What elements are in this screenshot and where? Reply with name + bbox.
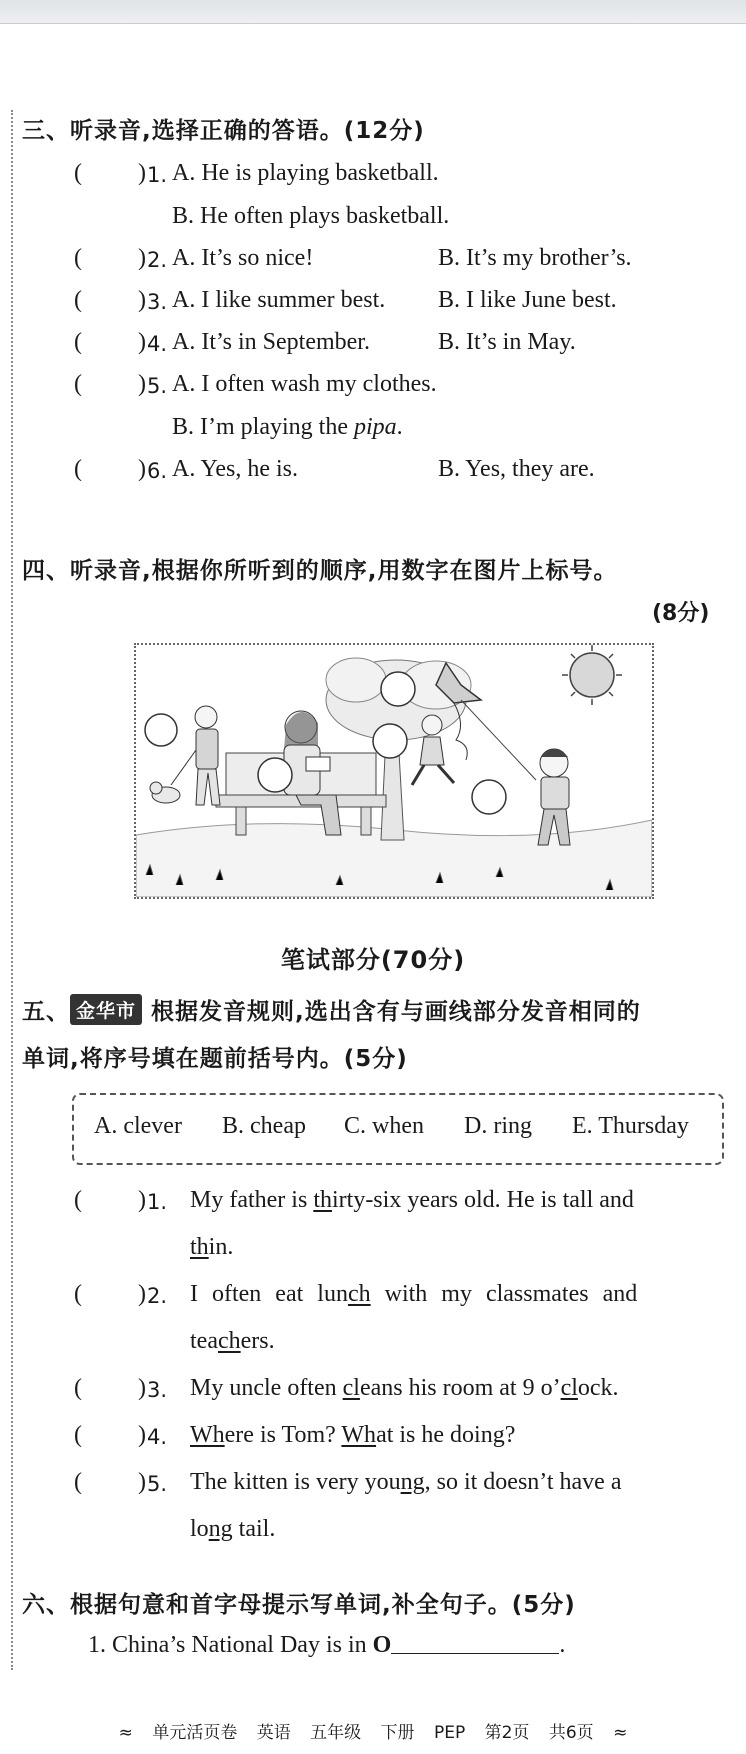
answer-circle: [472, 780, 506, 814]
answer-bracket[interactable]: (: [74, 371, 82, 397]
answer-bracket[interactable]: (: [74, 160, 82, 186]
word-option: E. Thursday: [572, 1113, 689, 1139]
answer-circle: [258, 758, 292, 792]
question-text: Where is Tom? What is he doing?: [190, 1422, 516, 1448]
question-text-cont: teachers.: [190, 1328, 275, 1354]
answer-circle: [381, 672, 415, 706]
answer-bracket[interactable]: (: [74, 329, 82, 355]
page-footer: ≈ 单元活页卷 英语 五年级 下册 PEP 第2页 共6页 ≈: [118, 1723, 628, 1743]
question-number: 6.: [147, 459, 168, 483]
section-6-heading: 六、根据句意和首字母提示写单词,补全句子。(5分): [22, 1592, 576, 1618]
answer-bracket[interactable]: (: [74, 245, 82, 271]
question-number: 3.: [147, 1378, 168, 1402]
option-a: A. I like summer best.: [172, 287, 386, 313]
question-text: My uncle often cleans his room at 9 o’clock.: [190, 1375, 619, 1401]
written-part-title: 笔试部分(70分): [280, 946, 466, 974]
option-b: B. I like June best.: [438, 287, 617, 313]
section-5-heading-cont: 单词,将序号填在题前括号内。(5分): [22, 1046, 408, 1072]
answer-circle: [145, 714, 177, 746]
question-text-cont: thin.: [190, 1234, 234, 1260]
question-number: 3.: [147, 290, 168, 314]
question-text: My father is thirty-six years old. He is tall and: [190, 1187, 634, 1213]
option-b: B. It’s my brother’s.: [438, 245, 632, 271]
answer-blank[interactable]: [391, 1634, 559, 1654]
section-3-heading: 三、听录音,选择正确的答语。(12分): [22, 118, 425, 144]
answer-bracket[interactable]: (: [74, 1281, 82, 1307]
question-text: I often eat lunch with my classmates and: [190, 1281, 638, 1307]
word-option: C. when: [344, 1113, 424, 1139]
answer-bracket[interactable]: (: [74, 1375, 82, 1401]
option-b: B. Yes, they are.: [438, 456, 595, 482]
answer-bracket[interactable]: (: [74, 287, 82, 313]
section-4-score: (8分): [652, 601, 710, 626]
question-number: 4.: [147, 332, 168, 356]
option-a: A. I often wash my clothes.: [172, 371, 437, 397]
option-a: A. Yes, he is.: [172, 456, 299, 482]
park-illustration: [134, 643, 654, 899]
option-b: B. I’m playing the pipa.: [172, 414, 403, 440]
question-text-cont: long tail.: [190, 1516, 276, 1542]
answer-circle: [373, 724, 407, 758]
binding-margin-line: [11, 110, 13, 1670]
word-option: B. cheap: [222, 1113, 306, 1139]
question-number: 4.: [147, 1425, 168, 1449]
answer-bracket[interactable]: (: [74, 1422, 82, 1448]
word-option: A. clever: [94, 1113, 182, 1139]
question-text: The kitten is very young, so it doesn’t have a: [190, 1469, 622, 1495]
option-b: B. He often plays basketball.: [172, 203, 450, 229]
option-b: B. It’s in May.: [438, 329, 576, 355]
question-number: 2.: [147, 248, 168, 272]
question-number: 1.: [147, 1190, 168, 1214]
answer-bracket[interactable]: (: [74, 456, 82, 482]
option-a: A. He is playing basketball.: [172, 160, 439, 186]
option-a: A. It’s so nice!: [172, 245, 314, 271]
answer-bracket[interactable]: (: [74, 1187, 82, 1213]
section-5-heading: 五、 金华市 根据发音规则,选出含有与画线部分发音相同的: [22, 993, 641, 1026]
word-option: D. ring: [464, 1113, 532, 1139]
scan-top-band: [0, 0, 746, 24]
region-badge: 金华市: [70, 994, 142, 1025]
question-number: 2.: [147, 1284, 168, 1308]
footer-wave-icon: ≈: [118, 1723, 133, 1743]
fill-in-question: 1. China’s National Day is in O .: [88, 1632, 566, 1658]
answer-bracket[interactable]: (: [74, 1469, 82, 1495]
park-scene-image: [136, 645, 652, 897]
word-options-box: [72, 1093, 724, 1165]
option-a: A. It’s in September.: [172, 329, 370, 355]
question-number: 1.: [147, 163, 168, 187]
footer-wave-icon: ≈: [613, 1723, 628, 1743]
section-4-heading: 四、听录音,根据你所听到的顺序,用数字在图片上标号。: [22, 558, 618, 584]
question-number: 5.: [147, 374, 168, 398]
question-number: 5.: [147, 1472, 168, 1496]
